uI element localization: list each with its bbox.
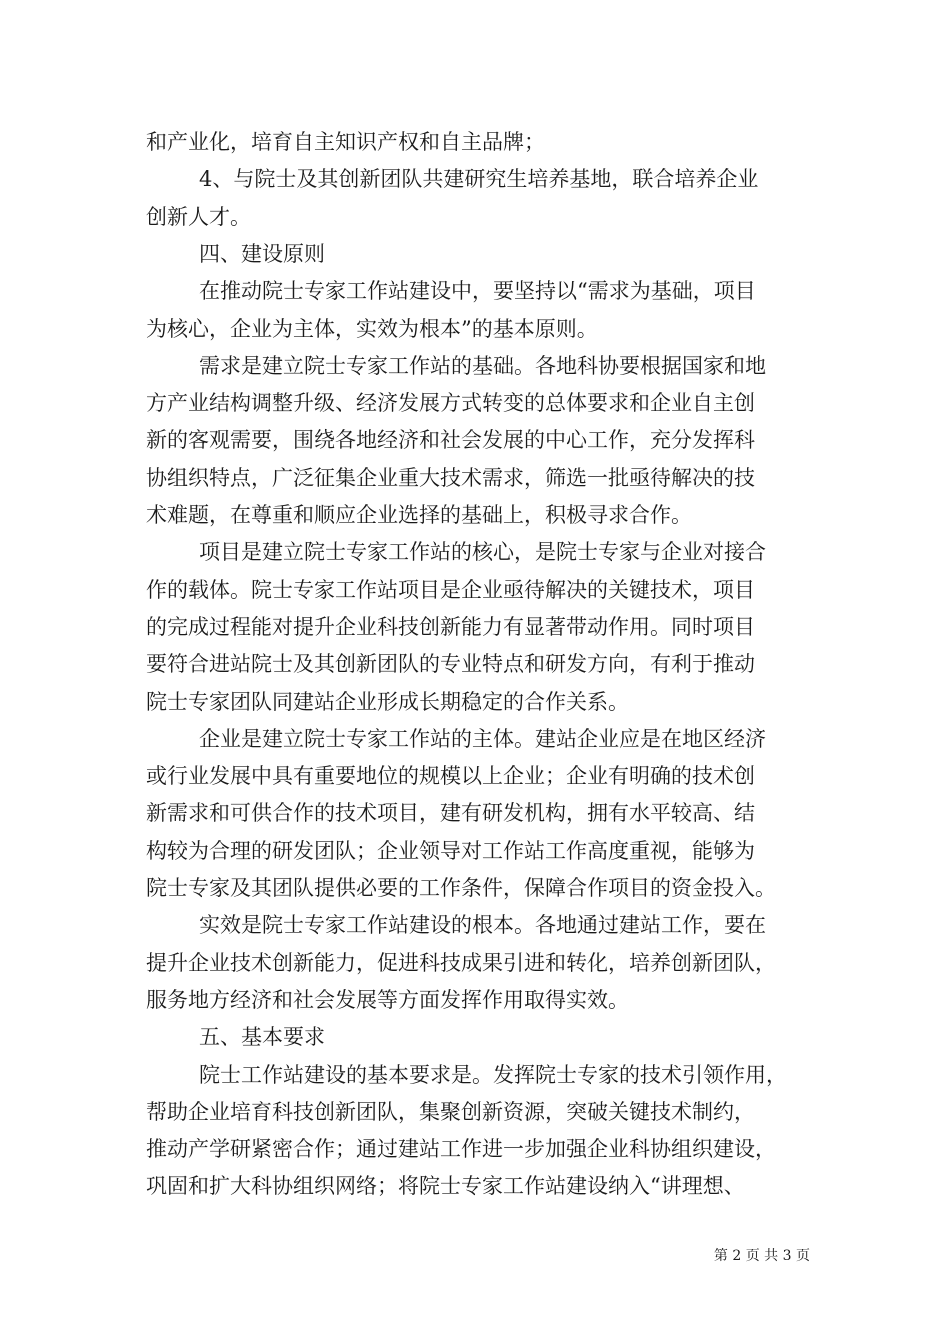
text-line: 服务地方经济和社会发展等方面发挥作用取得实效。 [146,988,629,1012]
text-line: 为核心，企业为主体，实效为根本”的基本原则。 [146,317,598,341]
text-line: 项目是建立院士专家工作站的核心，是院士专家与企业对接合 [199,540,766,564]
text-line: 需求是建立院士专家工作站的基础。各地科协要根据国家和地 [199,354,766,378]
text-line: 院士专家团队同建站企业形成长期稳定的合作关系。 [146,690,629,714]
text-line: 企业是建立院士专家工作站的主体。建站企业应是在地区经济 [199,727,766,751]
text-line: 术难题，在尊重和顺应企业选择的基础上，积极寻求合作。 [146,503,692,527]
text-line: 巩固和扩大科协组织网络；将院士专家工作站建设纳入“讲理想、 [146,1174,745,1198]
text-line: 在推动院士专家工作站建设中，要坚持以“需求为基础，项目 [199,279,756,303]
text-line: 的完成过程能对提升企业科技创新能力有显著带动作用。同时项目 [146,615,755,639]
text-line: 新的客观需要，围绕各地经济和社会发展的中心工作，充分发挥科 [146,428,755,452]
text-line: 院士工作站建设的基本要求是。发挥院士专家的技术引领作用， [199,1063,787,1087]
text-line: 院士专家及其团队提供必要的工作条件，保障合作项目的资金投入。 [146,876,776,900]
text-line: 实效是院士专家工作站建设的根本。各地通过建站工作，要在 [199,913,766,937]
text-line: 提升企业技术创新能力，促进科技成果引进和转化，培养创新团队， [146,951,776,975]
text-line: 和产业化，培育自主知识产权和自主品牌； [146,130,545,154]
text-line: 或行业发展中具有重要地位的规模以上企业；企业有明确的技术创 [146,764,755,788]
text-line: 帮助企业培育科技创新团队，集聚创新资源，突破关键技术制约， [146,1100,755,1124]
text-line: 四、建设原则 [199,242,325,266]
text-line: 4、与院士及其创新团队共建研究生培养基地，联合培养企业 [199,167,759,191]
text-line: 构较为合理的研发团队；企业领导对工作站工作高度重视，能够为 [146,839,755,863]
text-line: 方产业结构调整升级、经济发展方式转变的总体要求和企业自主创 [146,391,755,415]
text-line: 协组织特点，广泛征集企业重大技术需求，筛选一批亟待解决的技 [146,466,755,490]
text-line: 五、基本要求 [199,1025,325,1049]
text-line: 推动产学研紧密合作；通过建站工作进一步加强企业科协组织建设， [146,1137,776,1161]
page-number-footer: 第 2 页 共 3 页 [713,1248,810,1264]
text-line: 创新人才。 [146,205,251,229]
text-line: 要符合进站院士及其创新团队的专业特点和研发方向，有利于推动 [146,652,755,676]
text-line: 新需求和可供合作的技术项目，建有研发机构，拥有水平较高、结 [146,801,755,825]
text-line: 作的载体。院士专家工作站项目是企业亟待解决的关键技术，项目 [146,578,755,602]
